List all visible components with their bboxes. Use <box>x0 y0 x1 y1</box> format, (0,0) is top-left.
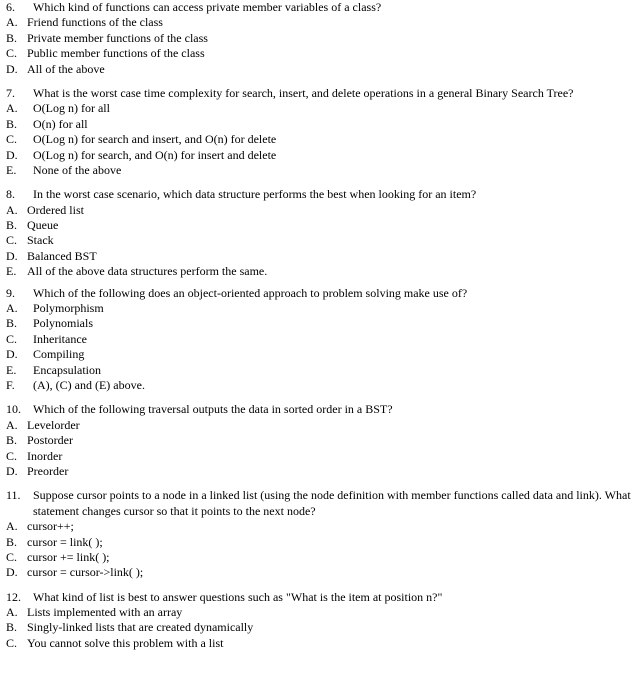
question-number: 9. <box>6 285 15 300</box>
option-text: None of the above <box>33 162 122 177</box>
option-c <box>6 449 638 464</box>
option-b <box>6 31 638 46</box>
option-text: All of the above data structures perform the same. <box>27 264 268 279</box>
option-letter: D. <box>6 565 18 580</box>
option-a <box>6 519 638 534</box>
question-11 <box>6 488 638 580</box>
option-letter: B. <box>6 534 18 549</box>
option-text: Stack <box>27 233 54 248</box>
option-e <box>6 363 638 378</box>
option-b <box>6 218 638 233</box>
option-text: Postorder <box>27 433 73 448</box>
option-c <box>6 132 638 147</box>
option-c <box>6 550 638 565</box>
option-text: O(Log n) for search, and O(n) for insert and delete <box>33 147 277 162</box>
option-text: All of the above <box>27 61 105 76</box>
question-number: 12. <box>6 589 21 604</box>
option-text: cursor += link( ); <box>27 549 110 564</box>
option-text: Preorder <box>27 463 69 478</box>
option-e <box>6 264 638 279</box>
option-letter: E. <box>6 162 17 177</box>
option-text: Encapsulation <box>33 362 101 377</box>
option-letter: E. <box>6 264 17 279</box>
option-b <box>6 535 638 550</box>
option-text: Private member functions of the class <box>27 30 208 45</box>
question-number: 8. <box>6 187 15 202</box>
option-d <box>6 347 638 362</box>
option-text: O(Log n) for all <box>33 101 110 116</box>
option-d <box>6 62 638 77</box>
option-text: Ordered list <box>27 202 84 217</box>
option-letter: E. <box>6 362 17 377</box>
option-letter: B. <box>6 433 18 448</box>
question-text: What is the worst case time complexity for search, insert, and delete operations in a general Binary Search Tree? <box>33 85 574 100</box>
option-c <box>6 636 638 651</box>
question-9 <box>6 286 638 394</box>
option-letter: C. <box>6 132 18 147</box>
question-6 <box>6 0 638 77</box>
question-number: 6. <box>6 0 15 14</box>
option-c <box>6 332 638 347</box>
option-letter: C. <box>6 635 18 650</box>
option-letter: D. <box>6 147 18 162</box>
option-text: cursor = cursor->link( ); <box>27 565 144 580</box>
option-text: Polymorphism <box>33 301 104 316</box>
option-a <box>6 301 638 316</box>
option-letter: A. <box>6 519 18 534</box>
question-7 <box>6 86 638 178</box>
option-c <box>6 46 638 61</box>
question-12 <box>6 590 638 652</box>
option-a <box>6 203 638 218</box>
question-text: In the worst case scenario, which data structure performs the best when looking for an item? <box>33 187 477 202</box>
option-letter: C. <box>6 549 18 564</box>
option-text: You cannot solve this problem with a list <box>27 635 224 650</box>
option-text: Public member functions of the class <box>27 46 205 61</box>
question-10 <box>6 402 638 479</box>
option-b <box>6 316 638 331</box>
question-text: What kind of list is best to answer questions such as "What is the item at position n?" <box>33 589 443 604</box>
option-b <box>6 620 638 635</box>
option-f <box>6 378 638 393</box>
option-d <box>6 464 638 479</box>
option-letter: C. <box>6 448 18 463</box>
option-text: Inheritance <box>33 331 87 346</box>
option-letter: C. <box>6 331 18 346</box>
option-letter: B. <box>6 30 18 45</box>
option-letter: A. <box>6 605 18 620</box>
option-a <box>6 418 638 433</box>
option-b <box>6 117 638 132</box>
option-letter: C. <box>6 46 18 61</box>
option-text: O(n) for all <box>33 116 88 131</box>
option-letter: A. <box>6 417 18 432</box>
question-8 <box>6 187 638 279</box>
option-letter: B. <box>6 218 18 233</box>
option-text: Balanced BST <box>27 248 97 263</box>
option-b <box>6 433 638 448</box>
option-letter: B. <box>6 116 18 131</box>
option-text: O(Log n) for search and insert, and O(n) for delete <box>33 132 277 147</box>
question-number: 11. <box>6 488 21 503</box>
option-a <box>6 605 638 620</box>
option-letter: F. <box>6 377 15 392</box>
option-text: Inorder <box>27 448 63 463</box>
option-a <box>6 101 638 116</box>
option-text: Queue <box>27 218 59 233</box>
option-letter: A. <box>6 202 18 217</box>
question-text: Which kind of functions can access private member variables of a class? <box>33 0 382 14</box>
option-text: Lists implemented with an array <box>27 605 183 620</box>
option-letter: C. <box>6 233 18 248</box>
option-d <box>6 148 638 163</box>
option-text: Friend functions of the class <box>27 15 163 30</box>
question-text: Suppose cursor points to a node in a linked list (using the node definition with member functions called data and link). What statement changes cursor so that it points to the next node? <box>33 488 631 518</box>
option-letter: D. <box>6 248 18 263</box>
option-text: (A), (C) and (E) above. <box>33 377 145 392</box>
option-letter: B. <box>6 620 18 635</box>
option-letter: D. <box>6 463 18 478</box>
question-number: 10. <box>6 402 21 417</box>
option-text: Singly-linked lists that are created dynamically <box>27 620 254 635</box>
option-text: Compiling <box>33 347 85 362</box>
option-text: Polynomials <box>33 316 94 331</box>
option-text: cursor = link( ); <box>27 534 103 549</box>
option-c <box>6 233 638 248</box>
option-a <box>6 15 638 30</box>
question-text: Which of the following traversal outputs the data in sorted order in a BST? <box>33 402 393 417</box>
option-d <box>6 249 638 264</box>
question-number: 7. <box>6 85 15 100</box>
question-text: Which of the following does an object-oriented approach to problem solving make use of? <box>33 285 468 300</box>
option-letter: B. <box>6 316 18 331</box>
option-letter: A. <box>6 301 18 316</box>
option-d <box>6 565 638 580</box>
option-text: Levelorder <box>27 417 80 432</box>
option-text: cursor++; <box>27 519 74 534</box>
option-letter: A. <box>6 101 18 116</box>
option-letter: D. <box>6 61 18 76</box>
option-letter: D. <box>6 347 18 362</box>
option-e <box>6 163 638 178</box>
option-letter: A. <box>6 15 18 30</box>
quiz-page <box>6 0 638 651</box>
